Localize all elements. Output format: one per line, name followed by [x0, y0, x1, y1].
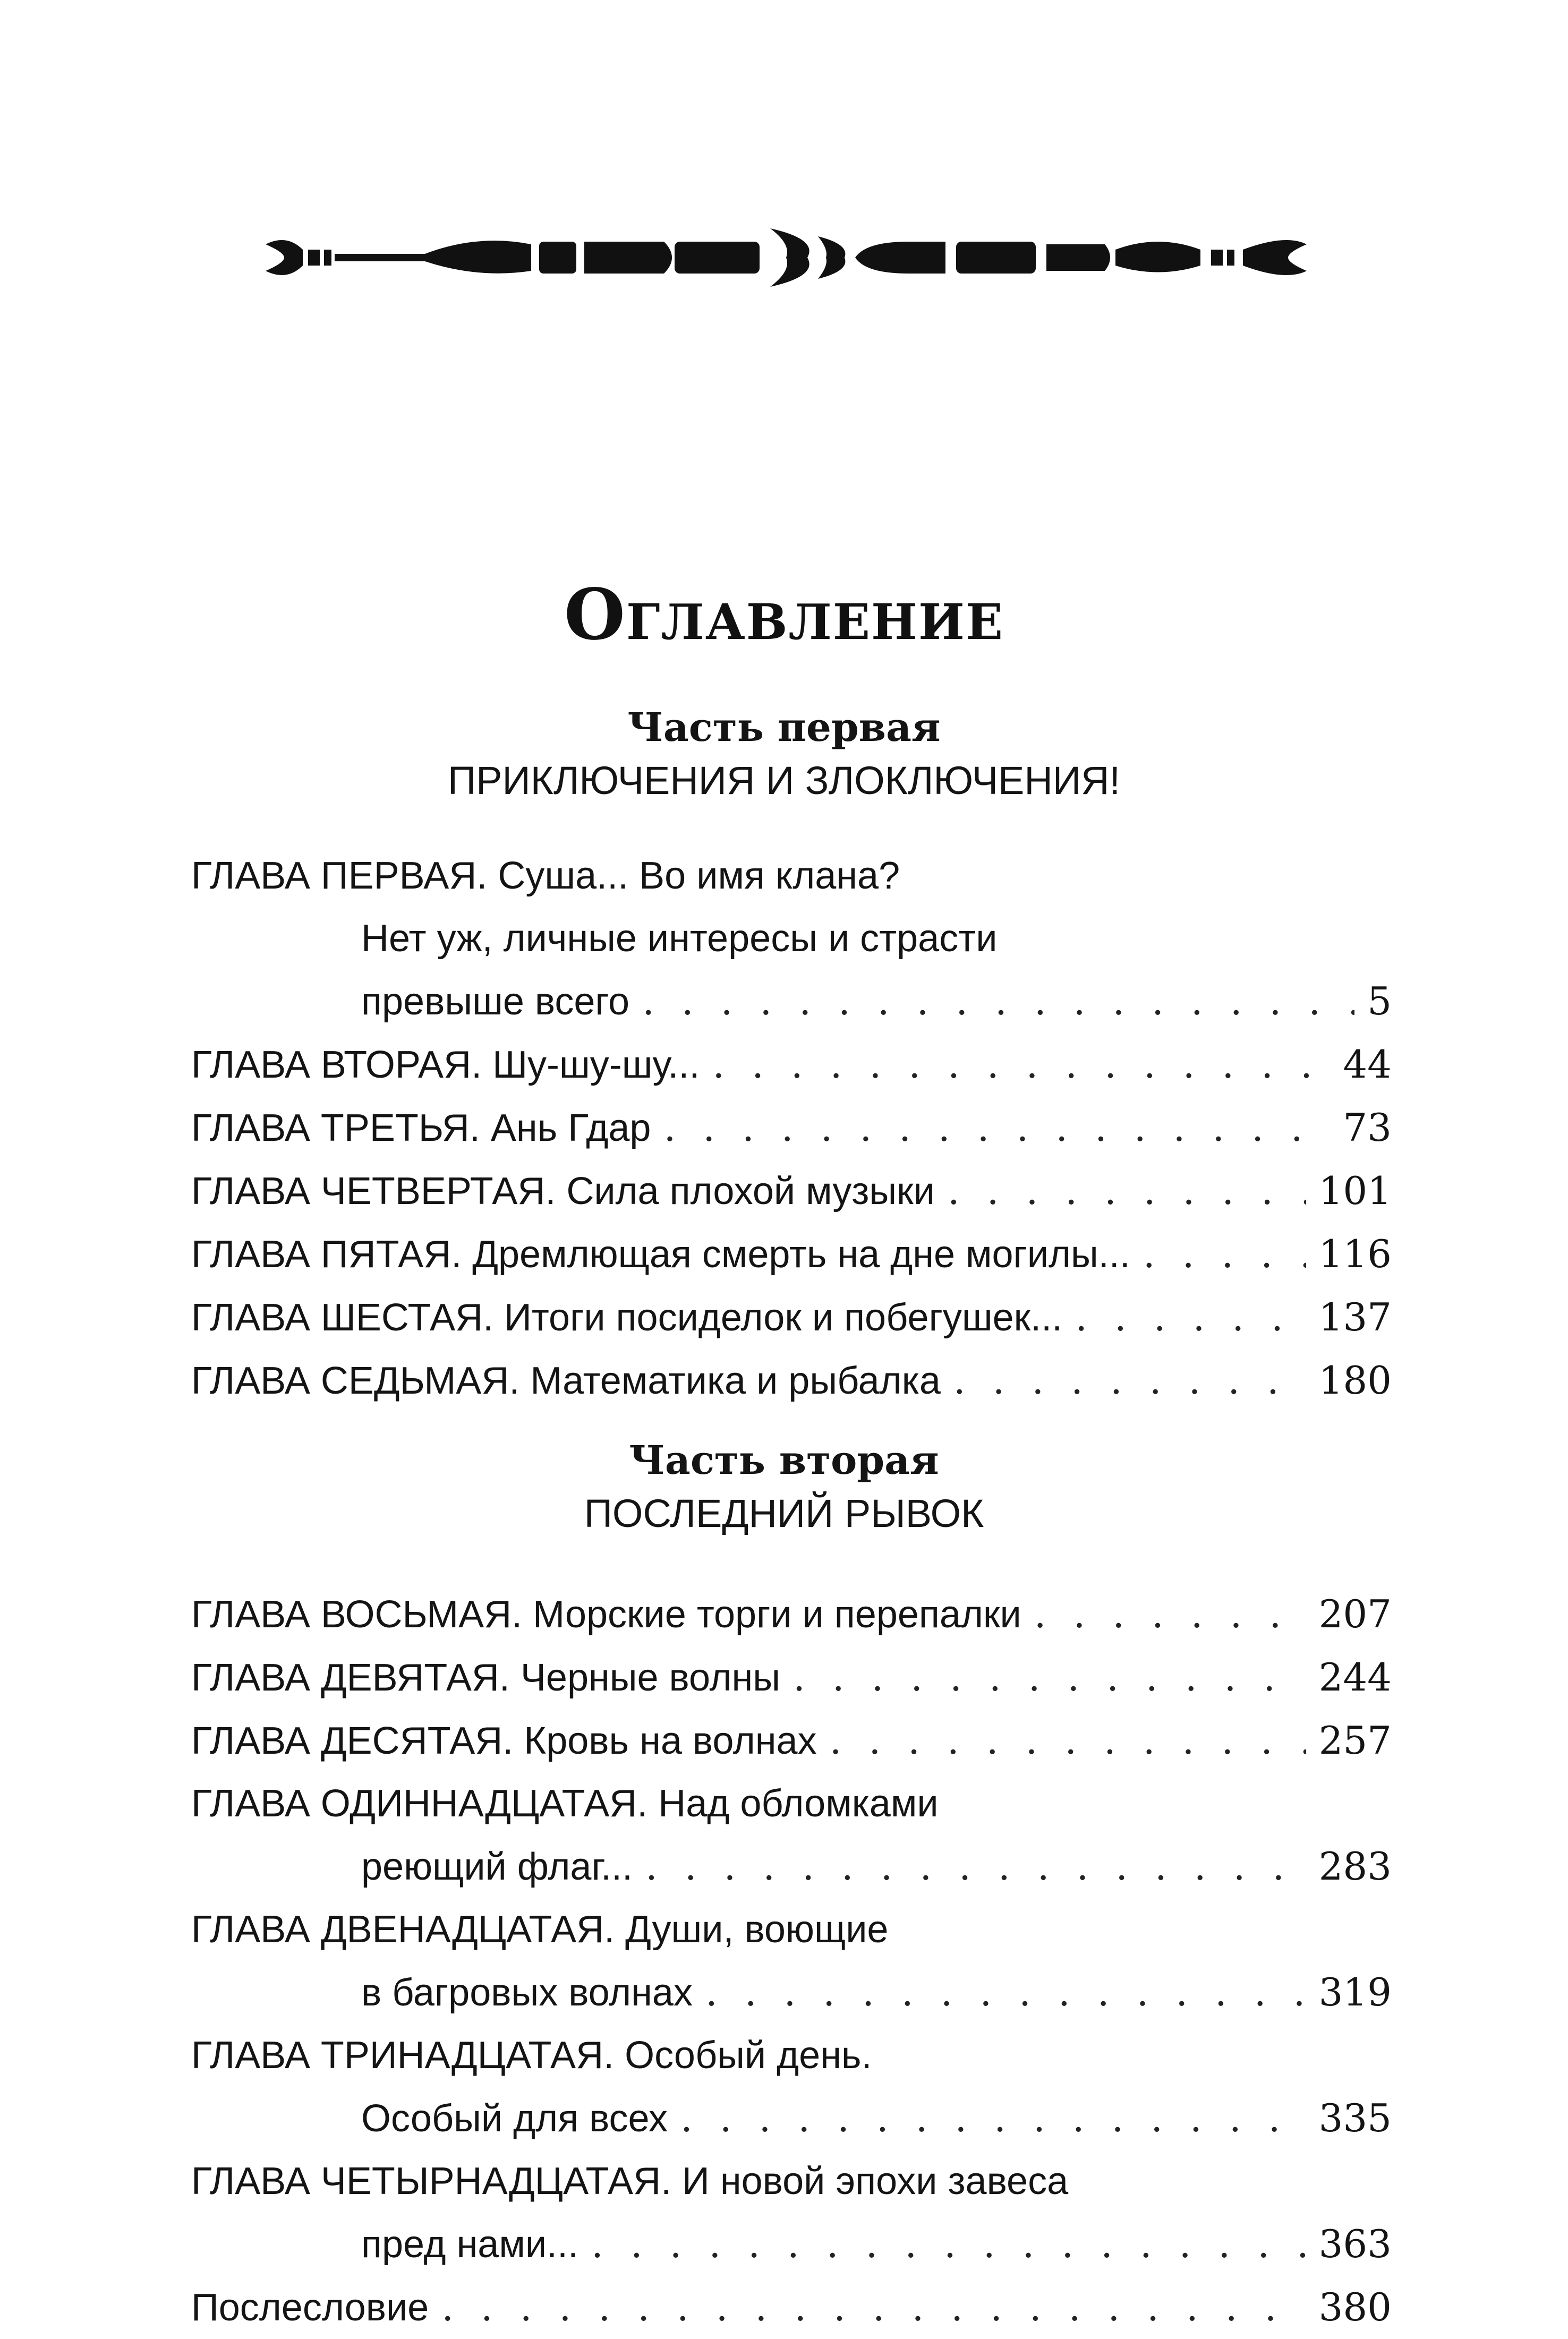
- page-number: 319: [1318, 1970, 1392, 2014]
- leader-dots: [948, 1159, 1306, 1222]
- page-number: 5: [1367, 979, 1392, 1023]
- toc-entry[interactable]: [191, 1286, 1392, 1349]
- page-title: Оглавление: [564, 574, 1004, 656]
- toc-list: [191, 844, 1392, 1412]
- part-title: ПРИКЛЮЧЕНИЯ И ЗЛОКЛЮЧЕНИЯ!: [447, 758, 1121, 803]
- page-number: 380: [1318, 2285, 1392, 2329]
- entry-title: ГЛАВА ДЕВЯТАЯ. Черные волны: [191, 1657, 780, 1699]
- toc-entry[interactable]: [191, 2276, 1392, 2339]
- part-heading: [0, 1434, 1568, 1540]
- entry-continuation: Нет уж, личные интересы и страсти: [361, 917, 998, 960]
- leader-dots: [793, 1646, 1306, 1709]
- part-label: Часть первая: [627, 705, 941, 750]
- toc-entry[interactable]: [191, 844, 1392, 1033]
- decorative-ornament-icon: [255, 212, 1317, 303]
- leader-dots: [591, 2213, 1306, 2275]
- page-number: 283: [1318, 1844, 1392, 1889]
- entry-title: Послесловие: [191, 2286, 429, 2329]
- leader-dots: [953, 1349, 1306, 1412]
- part-label: Часть вторая: [629, 1438, 939, 1483]
- leader-dots: [712, 1033, 1330, 1096]
- leader-dots: [441, 2276, 1306, 2338]
- entry-title: ГЛАВА ШЕСТАЯ. Итоги посиделок и побегушек...: [191, 1296, 1063, 1339]
- toc-entry[interactable]: [191, 2150, 1392, 2276]
- part-heading: [0, 701, 1568, 807]
- toc-entry[interactable]: [191, 1583, 1392, 1646]
- entry-title: пред нами...: [361, 2223, 579, 2266]
- page-number: 244: [1318, 1655, 1392, 1700]
- toc-entry[interactable]: [191, 1709, 1392, 1772]
- leader-dots: [1075, 1286, 1306, 1348]
- page-number: 363: [1318, 2222, 1392, 2266]
- entry-title: превыше всего: [361, 980, 630, 1023]
- page-number: 116: [1318, 1232, 1392, 1276]
- leader-dots: [830, 1709, 1306, 1772]
- toc-entry[interactable]: [191, 1646, 1392, 1709]
- leader-dots: [680, 2087, 1306, 2149]
- toc-entry[interactable]: [191, 2024, 1392, 2150]
- entry-heading: ГЛАВА ПЕРВАЯ. Суша... Во имя клана?: [191, 855, 900, 897]
- entry-heading: ГЛАВА ДВЕНАДЦАТАЯ. Души, воющие: [191, 1908, 889, 1951]
- leader-dots: [705, 1961, 1306, 2024]
- toc-entry[interactable]: [191, 1223, 1392, 1286]
- entry-title: ГЛАВА СЕДЬМАЯ. Математика и рыбалка: [191, 1360, 941, 1402]
- page-number: 44: [1343, 1042, 1392, 1087]
- entry-heading: ГЛАВА ЧЕТЫРНАДЦАТАЯ. И новой эпохи завеса: [191, 2160, 1069, 2203]
- part-title: ПОСЛЕДНИЙ РЫВОК: [584, 1491, 984, 1535]
- entry-heading: ГЛАВА ТРИНАДЦАТАЯ. Особый день.: [191, 2034, 872, 2077]
- page-number: 335: [1318, 2096, 1392, 2140]
- entry-title: ГЛАВА ПЯТАЯ. Дремлющая смерть на дне могилы...: [191, 1233, 1130, 1276]
- leader-dots: [1034, 1583, 1306, 1645]
- entry-title: в багровых волнах: [361, 1971, 693, 2014]
- toc-list: [191, 1583, 1392, 2339]
- leader-dots: [642, 970, 1354, 1032]
- page-number: 101: [1318, 1168, 1392, 1213]
- entry-title: ГЛАВА ВТОРАЯ. Шу-шу-шу...: [191, 1044, 700, 1086]
- page-number: 257: [1318, 1718, 1392, 1763]
- leader-dots: [1143, 1223, 1306, 1285]
- page-number: 180: [1318, 1358, 1392, 1403]
- entry-title: ГЛАВА ДЕСЯТАЯ. Кровь на волнах: [191, 1720, 817, 1762]
- page-number: 73: [1343, 1105, 1392, 1150]
- page-number: 137: [1318, 1295, 1392, 1339]
- entry-heading: ГЛАВА ОДИННАДЦАТАЯ. Над обломками: [191, 1782, 939, 1825]
- entry-title: Особый для всех: [361, 2097, 668, 2140]
- toc-entry[interactable]: [191, 1159, 1392, 1223]
- toc-entry[interactable]: [191, 1898, 1392, 2024]
- leader-dots: [663, 1096, 1330, 1159]
- toc-entry[interactable]: [191, 1033, 1392, 1096]
- entry-title: ГЛАВА ЧЕТВЕРТАЯ. Сила плохой музыки: [191, 1170, 935, 1213]
- entry-title: ГЛАВА ТРЕТЬЯ. Ань Гдар: [191, 1107, 651, 1149]
- page-number: 207: [1318, 1592, 1392, 1636]
- leader-dots: [645, 1835, 1306, 1898]
- toc-entry[interactable]: [191, 1772, 1392, 1898]
- toc-entry[interactable]: [191, 1349, 1392, 1412]
- entry-title: реющий флаг...: [361, 1846, 633, 1888]
- entry-title: ГЛАВА ВОСЬМАЯ. Морские торги и перепалки: [191, 1593, 1021, 1636]
- toc-entry[interactable]: [191, 1096, 1392, 1159]
